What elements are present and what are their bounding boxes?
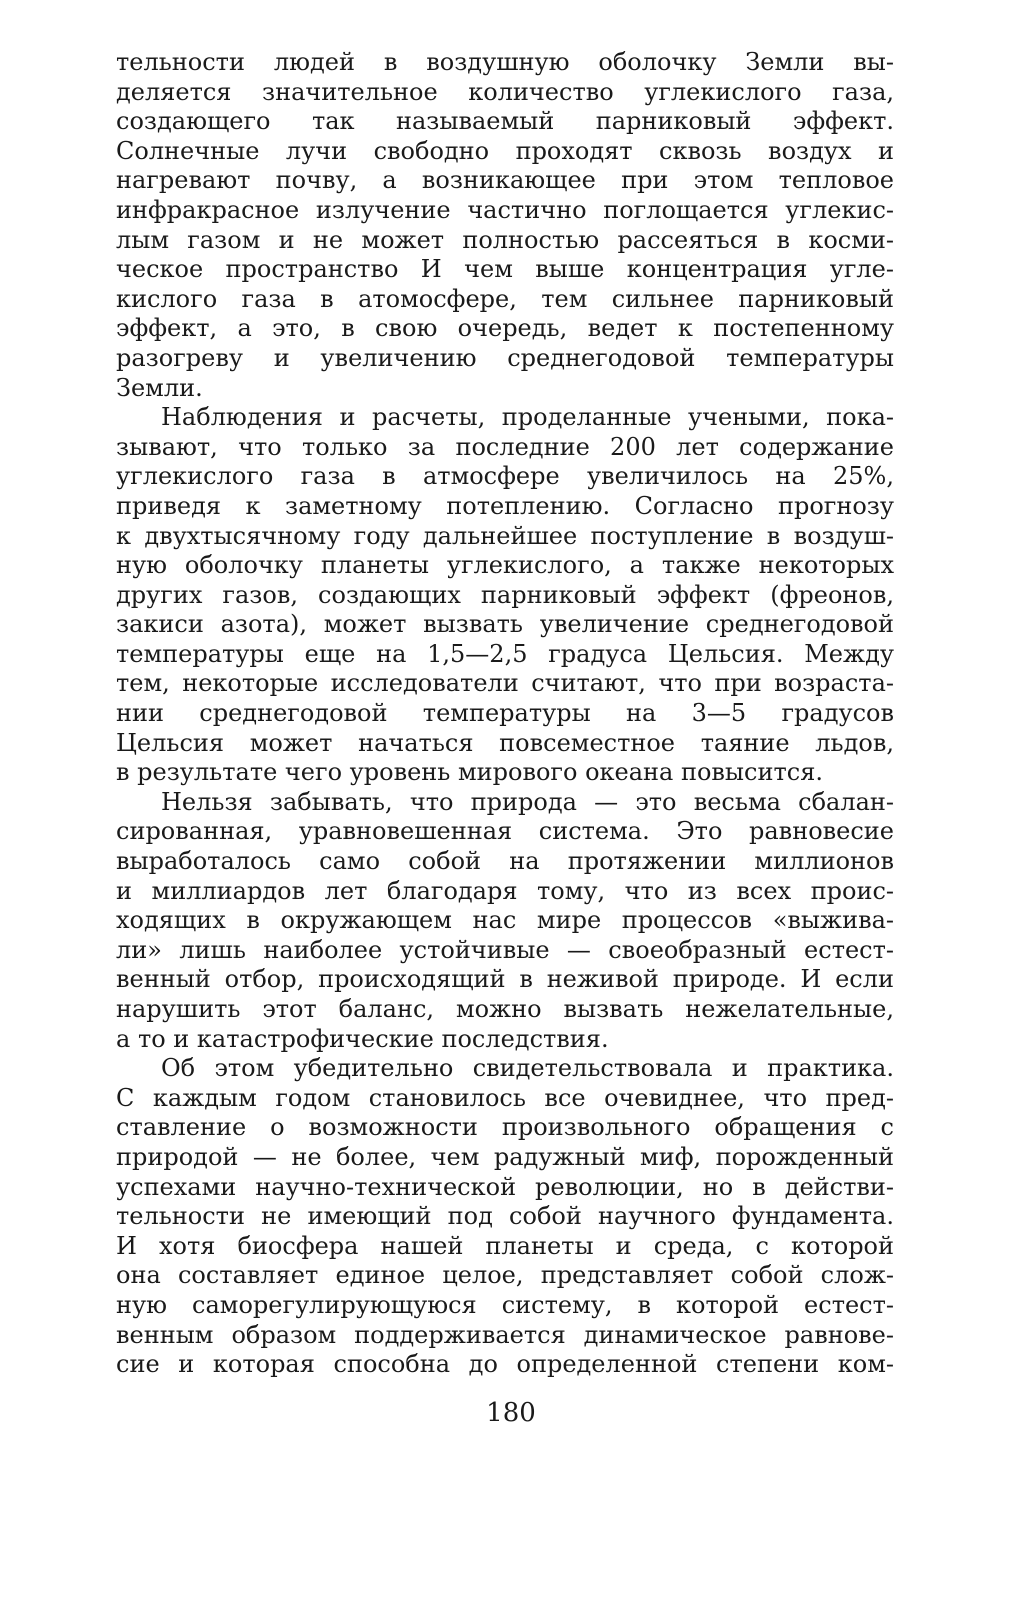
text-line: сированная, уравновешенная система. Это равновесие: [116, 817, 894, 846]
text-line: выработалось само собой на протяжении миллионов: [116, 847, 894, 876]
text-line: венным образом поддерживается динамическое равнове-: [116, 1320, 894, 1349]
text-line: ную оболочку планеты углекислого, а также некоторых: [116, 551, 894, 580]
text-line: углекислого газа в атмосфере увеличилось на 25%,: [116, 462, 894, 491]
page-body: [116, 48, 894, 1380]
text-line: Нельзя забывать, что природа — это весьма сбалан-: [161, 787, 894, 816]
text-line: создающего так называемый парниковый эффект.: [116, 107, 894, 136]
text-line: приведя к заметному потеплению. Согласно прогнозу: [116, 491, 894, 520]
text-line: эффект, а это, в свою очередь, ведет к постепенному: [116, 314, 894, 343]
text-line: разогреву и увеличению среднегодовой температуры: [116, 343, 894, 372]
text-line: нагревают почву, а возникающее при этом тепловое: [116, 166, 894, 195]
text-line: лым газом и не может полностью рассеяться в косми-: [116, 225, 894, 254]
text-line: ную саморегулирующуюся систему, в которой естест-: [116, 1290, 894, 1319]
text-line: ходящих в окружающем нас мире процессов «выжива-: [116, 906, 894, 935]
page-number: 180: [486, 1398, 536, 1428]
text-line: Цельсия может начаться повсеместное таяние льдов,: [116, 728, 894, 757]
text-line: венный отбор, происходящий в неживой природе. И если: [116, 965, 894, 994]
text-line: Об этом убедительно свидетельствовала и практика.: [161, 1054, 894, 1083]
paragraph-1: [116, 48, 894, 403]
text-line: сие и которая способна до определенной степени ком-: [116, 1350, 894, 1379]
text-line: к двухтысячному году дальнейшее поступление в воздуш-: [116, 521, 894, 550]
text-line: ли» лишь наиболее устойчивые — своеобразный естест-: [116, 935, 894, 964]
paragraph-2: [116, 403, 894, 788]
text-line: деляется значительное количество углекислого газа,: [116, 77, 894, 106]
text-line: ческое пространство И чем выше концентрация угле-: [116, 255, 894, 284]
text-line: она составляет единое целое, представляет собой слож-: [116, 1261, 894, 1290]
text-line: тельности не имеющий под собой научного фундамента.: [116, 1202, 894, 1231]
paragraph-4: [116, 1054, 894, 1380]
text-line: кислого газа в атомосфере, тем сильнее парниковый: [116, 284, 894, 313]
text-line: закиси азота), может вызвать увеличение среднегодовой: [116, 610, 894, 639]
text-line: инфракрасное излучение частично поглощается углекис-: [116, 195, 894, 224]
paragraph-3: [116, 788, 894, 1054]
text-line: в результате чего уровень мирового океана повысится.: [116, 758, 823, 787]
text-line: тельности людей в воздушную оболочку Земли вы-: [116, 48, 894, 76]
text-line: успехами научно-технической революции, но в действи-: [116, 1172, 894, 1201]
text-line: Солнечные лучи свободно проходят сквозь воздух и: [116, 136, 894, 165]
text-line: И хотя биосфера нашей планеты и среда, с которой: [116, 1231, 894, 1260]
text-line: других газов, создающих парниковый эффект (фреонов,: [116, 580, 894, 609]
text-line: нии среднегодовой температуры на 3—5 градусов: [116, 699, 894, 728]
text-line: тем, некоторые исследователи считают, что при возраста-: [116, 669, 894, 698]
text-line: Земли.: [116, 373, 203, 402]
text-line: ставление о возможности произвольного обращения с: [116, 1113, 894, 1142]
text-line: С каждым годом становилось все очевиднее, что пред-: [116, 1083, 894, 1112]
text-line: нарушить этот баланс, можно вызвать нежелательные,: [116, 995, 894, 1023]
text-line: температуры еще на 1,5—2,5 градуса Цельсия. Между: [116, 639, 894, 668]
text-line: и миллиардов лет благодаря тому, что из всех проис-: [116, 876, 894, 905]
text-line: природой — не более, чем радужный миф, порожденный: [116, 1142, 894, 1171]
text-line: зывают, что только за последние 200 лет содержание: [116, 432, 894, 461]
text-line: а то и катастрофические последствия.: [116, 1024, 609, 1053]
text-line: Наблюдения и расчеты, проделанные учеными, пока-: [161, 403, 894, 432]
